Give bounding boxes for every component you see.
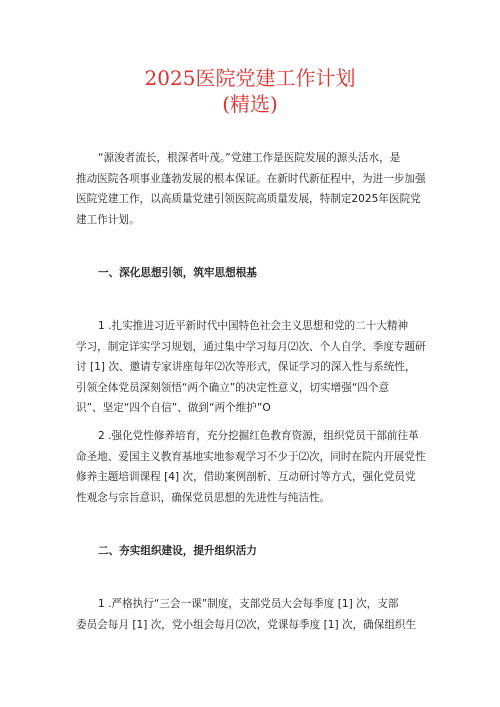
- paragraph-line: 讨 [1] 次、邀请专家讲座每年⑵次等形式，保证学习的深入性与系统性，: [76, 361, 416, 373]
- paragraph-line: 学习，制定详实学习规划，通过集中学习每月⑵次、个人自学、季度专题研: [76, 340, 426, 353]
- paragraph-line: 1 .严格执行“三会一课”制度，支部党员大会每季度 [1] 次，支部: [98, 598, 399, 610]
- paragraph-line: 1 .扎实推进习近平新时代中国特色社会主义思想和党的二十大精神: [98, 320, 409, 332]
- intro-paragraph: [76, 148, 436, 230]
- paragraph-line: 识”、坚定“四个自信”、做到“两个维护”O: [76, 402, 271, 414]
- intro-line: “源浚者流长，根深者叶茂。”党建工作是医院发展的源头活水，是: [98, 152, 401, 164]
- section2-item1: [76, 594, 436, 635]
- section-heading-2: 二、夯实组织建设，提升组织活力: [98, 545, 257, 557]
- paragraph-line: 2 .强化党性修养培育，充分挖掘红色教育资源，组织党员干部前往革: [98, 430, 419, 442]
- paragraph-line: 委员会每月 [1] 次，党小组会每月⑵次，党课每季度 [1] 次，确保组织生: [76, 618, 417, 631]
- intro-line: 推动医院各项事业蓬勃发展的根本保证。在新时代新征程中，为进一步加强: [76, 172, 426, 185]
- document-subtitle: (精选): [222, 92, 278, 116]
- intro-line: 医院党建工作，以高质量党建引领医院高质量发展，特制定2025年医院党: [76, 193, 421, 205]
- paragraph-line: 命圣地、爱国主义教育基地实地参观学习不少于⑵次，同时在院内开展党性: [76, 450, 426, 463]
- paragraph-line: 修养主题培训课程 [4] 次，借助案例剖析、互动研讨等方式，强化党员党: [76, 471, 416, 483]
- paragraph-line: 性观念与宗旨意识，确保党员思想的先进性与纯洁性。: [76, 491, 331, 504]
- section-heading-1: 一、深化思想引领，筑牢思想根基: [98, 267, 257, 279]
- section1-item2: [76, 426, 436, 508]
- document-title: 2025医院党建工作计划: [144, 66, 356, 90]
- intro-line: 建工作计划。: [76, 213, 140, 226]
- paragraph-line: 引领全体党员深刻领悟“两个确立”的决定性意义，切实增强“四个意: [76, 381, 390, 394]
- section1-item1: [76, 316, 436, 419]
